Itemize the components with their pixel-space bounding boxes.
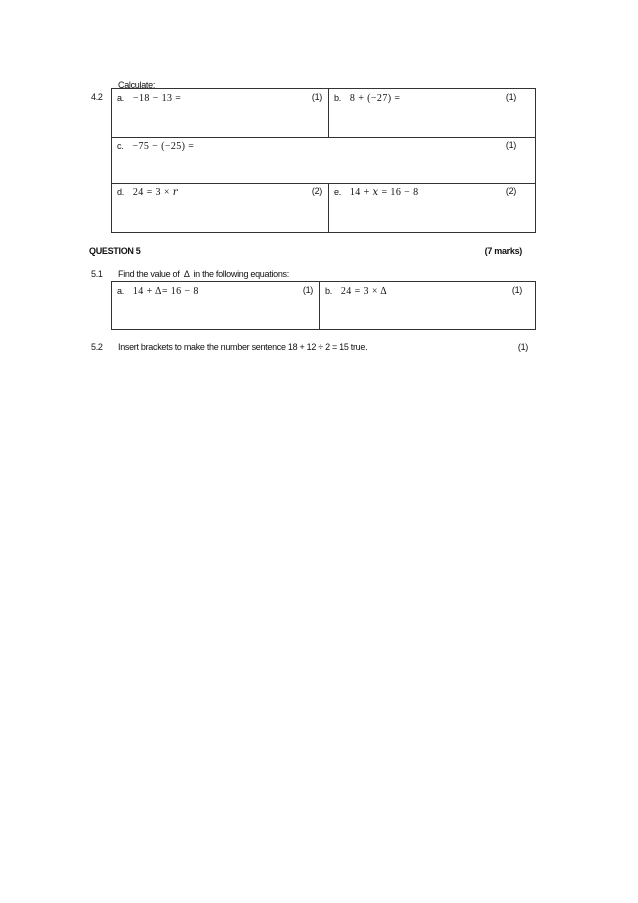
q5-2-instruction: Insert brackets to make the number sentence 18 + 12 ÷ 2 = 15 true.: [118, 342, 368, 352]
item-label: d.: [117, 187, 124, 197]
item-expression: 8 + (−27) =: [349, 92, 401, 104]
column-divider: [328, 88, 329, 138]
item-expression: 24 = 3 × Δ: [340, 285, 388, 297]
item-expression: −75 − (−25) =: [132, 140, 195, 152]
item-label: b.: [334, 93, 341, 103]
item-label: e.: [334, 187, 341, 197]
item-expression: 14 + 𝑥 = 16 − 8: [349, 186, 419, 198]
item-marks: (1): [302, 285, 313, 295]
q5-1-number: 5.1: [91, 269, 103, 279]
q5-2-number: 5.2: [91, 342, 103, 352]
q4-2-item-e: [334, 186, 418, 198]
q4-2-table-border: [111, 88, 536, 233]
item-marks: (1): [311, 92, 322, 102]
item-expression: 24 = 3 × 𝑟: [132, 186, 178, 198]
item-expression: −18 − 13 =: [132, 92, 182, 104]
item-marks: (1): [511, 285, 522, 295]
q4-2-instruction: Calculate:: [118, 80, 156, 90]
row-divider: [111, 137, 536, 138]
q4-2-item-b: [334, 92, 400, 104]
item-marks: (2): [505, 186, 516, 196]
item-label: b.: [325, 286, 332, 296]
q4-2-number: 4.2: [91, 92, 103, 102]
question-5-title: QUESTION 5: [89, 246, 141, 256]
item-marks: (1): [505, 140, 516, 150]
row-divider: [111, 183, 536, 184]
q5-1-instruction: Find the value of Δ in the following equations:: [118, 269, 289, 279]
item-label: a.: [117, 286, 124, 296]
item-label: a.: [117, 93, 124, 103]
q5-2-marks: (1): [517, 342, 528, 352]
column-divider: [319, 281, 320, 330]
item-marks: (1): [505, 92, 516, 102]
q5-1-item-b: [325, 285, 387, 297]
q4-2-item-c: [117, 140, 194, 152]
item-marks: (2): [311, 186, 322, 196]
item-expression: 14 + Δ= 16 − 8: [132, 285, 199, 297]
q5-1-item-a: [117, 285, 199, 297]
q4-2-item-a: [117, 92, 181, 104]
item-label: c.: [117, 141, 124, 151]
question-5-total-marks: (7 marks): [484, 246, 522, 256]
q4-2-item-d: [117, 186, 178, 198]
column-divider: [328, 183, 329, 233]
